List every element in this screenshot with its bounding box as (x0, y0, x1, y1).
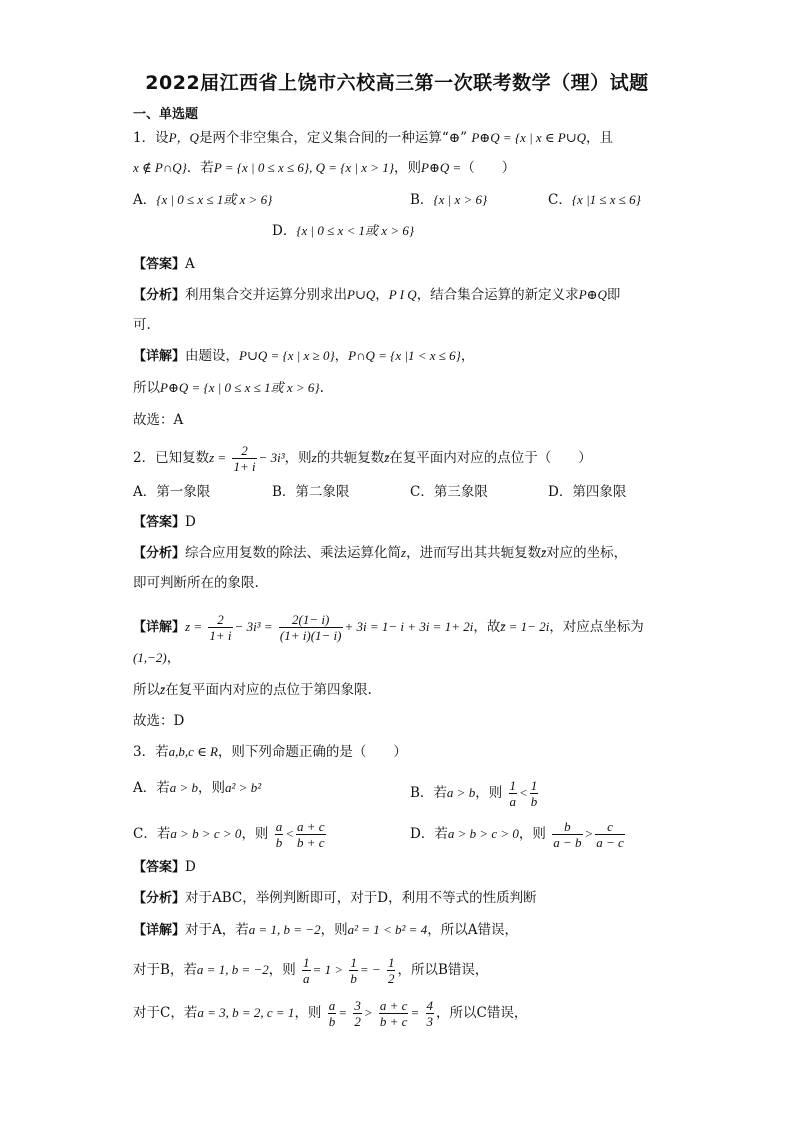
option-label: A． (133, 192, 157, 208)
q2-option-c: C．第三象限 (410, 484, 488, 500)
fraction-numerator: 4 (426, 998, 434, 1013)
q1-stem-line2 (133, 158, 515, 178)
detail-text: ，所以A错误， (427, 922, 518, 938)
analysis-text: 利用集合交并运算分别求出 (185, 287, 348, 303)
analysis-text: 即 (606, 287, 621, 303)
q1-option-a (133, 190, 272, 210)
fraction-denominator: b (328, 1014, 336, 1029)
analysis-math: z (401, 545, 407, 560)
detail-math: a = 1, b = −2 (196, 962, 269, 977)
q1-option-c (548, 190, 641, 210)
detail-text: 对于C，若 (133, 1005, 198, 1021)
detail-math: = (410, 1005, 420, 1020)
q1-sets: P = {x | 0 ≤ x ≤ 6}, Q = {x | x > 1} (213, 160, 395, 175)
option-math: a > b > c > 0 (447, 826, 519, 841)
q1-math: P⊕Q = (421, 160, 462, 175)
detail-tag: 【详解】 (133, 620, 186, 635)
fraction-numerator: 2 (232, 443, 256, 459)
q3-option-c (133, 819, 328, 850)
option-label: C． (548, 192, 572, 208)
fraction-numerator: 2 (208, 612, 232, 628)
answer-tag: 【答案】 (133, 257, 186, 272)
q3-text: ，则下列命题正确的是（ ） (217, 744, 407, 760)
fraction-numerator: 2(1− i) (279, 612, 343, 628)
option-fraction (275, 819, 284, 850)
q3-detail-a (133, 920, 518, 941)
q2-analysis-line2: 即可判断所在的象限. (133, 575, 259, 591)
q2-math: z = (209, 450, 227, 465)
q2-text: 在复平面内对应的点位于（ ） (389, 450, 592, 466)
q3-option-a (133, 778, 261, 798)
detail-text: ， (334, 348, 349, 364)
q3-option-b (410, 778, 540, 809)
option-math: a > b (446, 785, 476, 800)
fraction-denominator: (1+ i)(1− i) (279, 628, 342, 643)
detail-math: (1,−2) (133, 650, 167, 665)
q3-text: 3．若 (133, 744, 169, 760)
detail-math: a = 3, b = 2, c = 1 (197, 1005, 295, 1020)
option-math: < (519, 785, 528, 800)
detail-text: ，对应点坐标为 (549, 619, 644, 635)
fraction-denominator: a − c (596, 835, 624, 850)
fraction-denominator: 2 (387, 971, 395, 986)
q3-detail-c (133, 998, 527, 1029)
detail-fraction (387, 955, 396, 986)
detail-math: + 3i = 1− i + 3i = 1+ 2i (344, 619, 474, 634)
analysis-math: P∪Q (347, 287, 376, 302)
detail-fraction (302, 955, 311, 986)
q2-math: z̄ (384, 450, 390, 465)
option-value: {x | x > 6} (433, 192, 488, 207)
detail-math: z̄ = 1− 2i (500, 619, 550, 634)
fraction-denominator: 3 (426, 1014, 434, 1029)
option-text: C．若 (133, 826, 171, 842)
q1-text: 是两个非空集合，定义集合间的一种运算“⊕” (198, 130, 468, 146)
analysis-text: 综合应用复数的除法、乘法运算化简 (185, 545, 402, 561)
detail-fraction (349, 955, 358, 986)
q1-stem-line1 (133, 128, 613, 148)
q2-option-b: B．第二象限 (272, 484, 350, 500)
detail-math: − 3i³ = (234, 619, 273, 634)
fraction-numerator: b (552, 819, 582, 835)
q1-text: 1．设 (133, 130, 169, 146)
fraction-numerator: 1 (530, 778, 538, 793)
fraction-numerator: a + c (297, 819, 325, 834)
q1-analysis-line2: 可. (133, 317, 151, 333)
detail-text: . (319, 380, 324, 396)
detail-math: a = 1, b = −2 (248, 922, 321, 937)
detail-fraction (279, 612, 343, 643)
q2-math: z (311, 450, 317, 465)
analysis-math: P I Q (388, 287, 417, 302)
fraction-denominator: b + c (379, 1014, 408, 1029)
fraction-denominator: a (303, 971, 310, 986)
detail-text: ，所以B错误， (397, 962, 489, 978)
q1-option-b (410, 190, 487, 210)
option-math: a > b > c > 0 (170, 826, 242, 841)
detail-fraction (208, 612, 232, 643)
q2-stem (133, 443, 592, 474)
q2-fraction (232, 443, 256, 474)
answer-value: D (185, 514, 196, 530)
q1-analysis-line1 (133, 285, 620, 306)
option-fraction (530, 778, 539, 809)
option-fraction (595, 819, 625, 850)
option-text: B．若 (410, 785, 447, 801)
detail-text: 所以 (133, 682, 160, 698)
option-text: ，则 (241, 826, 269, 842)
option-text: A．若 (133, 780, 170, 796)
option-fraction (509, 778, 518, 809)
q1-detail-line2 (133, 378, 324, 398)
detail-math: z = (185, 619, 203, 634)
fraction-denominator: b (530, 794, 538, 809)
answer-value: A (185, 256, 195, 272)
detail-text: 所以 (133, 380, 160, 396)
q1-option-d (272, 221, 414, 241)
q2-detail-line2 (133, 648, 180, 668)
answer-tag: 【答案】 (133, 860, 186, 875)
fraction-numerator: a + c (379, 998, 408, 1013)
analysis-text: ，进而写出其共轭复数 (406, 545, 542, 561)
option-text: D．若 (410, 826, 448, 842)
option-math: a > b (169, 780, 199, 795)
analysis-math: z̄ (541, 545, 547, 560)
detail-math: > (363, 1005, 373, 1020)
q2-choose: 故选：D (133, 713, 185, 729)
option-math: < (285, 826, 295, 841)
q2-detail-line1 (133, 612, 644, 643)
detail-text: 对于B，若 (133, 962, 197, 978)
fraction-denominator: a − b (553, 835, 582, 850)
q1-choose: 故选：A (133, 412, 184, 428)
detail-tag: 【详解】 (133, 923, 186, 938)
q3-answer (133, 857, 196, 878)
detail-fraction (426, 998, 435, 1029)
fraction-denominator: b (275, 835, 283, 850)
detail-text: ， (166, 650, 181, 666)
option-fraction (296, 819, 326, 850)
q1-answer (133, 254, 195, 275)
q1-detail-line1 (133, 346, 474, 367)
fraction-numerator: c (595, 819, 625, 835)
detail-text: 由题设， (185, 348, 240, 364)
fraction-denominator: b + c (297, 835, 325, 850)
q1-blank: （ ） (461, 160, 516, 176)
detail-fraction (379, 998, 409, 1029)
detail-text: ，所以C错误， (436, 1005, 528, 1021)
fraction-numerator: 1 (387, 955, 395, 970)
detail-math: z̄ (160, 682, 166, 697)
fraction-denominator: 1+ i (209, 628, 232, 643)
analysis-tag: 【分析】 (133, 288, 186, 303)
fraction-numerator: 1 (509, 778, 516, 793)
q1-math: P，Q (168, 130, 199, 145)
fraction-denominator: a (509, 794, 516, 809)
analysis-math: P⊕Q (578, 287, 607, 302)
fraction-numerator: 1 (303, 955, 310, 970)
detail-text: ，则 (294, 1005, 322, 1021)
detail-math: = (338, 1005, 348, 1020)
q2-text: ，则 (284, 450, 312, 466)
answer-value: D (185, 859, 196, 875)
detail-text: 在复平面内对应的点位于第四象限. (165, 682, 372, 698)
detail-text: ，故 (473, 619, 501, 635)
detail-math: P∩Q = {x |1 < x ≤ 6} (348, 348, 461, 363)
q3-analysis (133, 888, 537, 909)
page-title: 2022届江西省上饶市六校高三第一次联考数学（理）试题 (145, 72, 649, 94)
option-text: ，则 (475, 785, 503, 801)
q2-analysis-line1 (133, 543, 627, 564)
detail-math: P∪Q = {x | x ≥ 0} (239, 348, 335, 363)
detail-fraction (328, 998, 337, 1029)
q2-text: 2．已知复数 (133, 450, 210, 466)
option-math: > (584, 826, 594, 841)
analysis-tag: 【分析】 (133, 891, 186, 906)
option-value: {x | 0 ≤ x ≤ 1或 x > 6} (156, 192, 273, 207)
detail-math: a² = 1 < b² = 4 (347, 922, 428, 937)
detail-math: = 1 > (312, 962, 344, 977)
q2-detail-line3 (133, 680, 372, 700)
analysis-text: 对应的坐标， (546, 545, 628, 561)
q2-math: − 3i³ (258, 450, 285, 465)
analysis-text: ， (375, 287, 389, 303)
q3-stem (133, 742, 407, 762)
analysis-text: 对于ABC，举例判断即可，对于D，利用不等式的性质判断 (185, 890, 537, 906)
fraction-denominator: 2 (354, 1014, 361, 1029)
option-fraction (552, 819, 582, 850)
detail-math: P⊕Q = {x | 0 ≤ x ≤ 1或 x > 6} (160, 380, 320, 395)
detail-text: ，则 (268, 962, 296, 978)
q3-option-d (410, 819, 627, 850)
q2-answer (133, 512, 196, 533)
detail-fraction (353, 998, 362, 1029)
q1-text: ，则 (394, 160, 422, 176)
fraction-denominator: b (350, 971, 357, 986)
fraction-numerator: 1 (350, 955, 357, 970)
q2-option-a: A．第一象限 (133, 484, 211, 500)
option-label: B． (410, 192, 434, 208)
option-label: D． (272, 223, 297, 239)
fraction-numerator: a (275, 819, 283, 834)
detail-text: 对于A，若 (185, 922, 249, 938)
q1-definition: P⊕Q = {x | x ∈ P∪Q (471, 130, 587, 145)
q2-option-d: D．第四象限 (548, 484, 627, 500)
detail-math: = − (359, 962, 381, 977)
option-text: ，则 (198, 780, 226, 796)
fraction-numerator: a (328, 998, 336, 1013)
fraction-numerator: 3 (354, 998, 361, 1013)
analysis-tag: 【分析】 (133, 546, 186, 561)
option-value: {x | 0 ≤ x < 1或 x > 6} (296, 223, 415, 238)
option-text: ，则 (518, 826, 546, 842)
q1-text: ，且 (586, 130, 614, 146)
section-heading: 一、单选题 (133, 107, 199, 122)
detail-text: ， (460, 348, 475, 364)
analysis-text: ，结合集合运算的新定义求 (416, 287, 579, 303)
detail-tag: 【详解】 (133, 349, 186, 364)
option-value: {x |1 ≤ x ≤ 6} (571, 192, 641, 207)
detail-text: ，则 (320, 922, 348, 938)
fraction-denominator: 1+ i (233, 459, 256, 474)
q3-detail-b (133, 955, 488, 986)
q1-math: x ∉ P∩Q} (133, 160, 187, 175)
q2-text: 的共轭复数 (316, 450, 385, 466)
q1-text: ．若 (186, 160, 214, 176)
option-math: a² > b² (225, 780, 262, 795)
answer-tag: 【答案】 (133, 515, 186, 530)
q3-math: a,b,c ∈ R (168, 744, 218, 759)
